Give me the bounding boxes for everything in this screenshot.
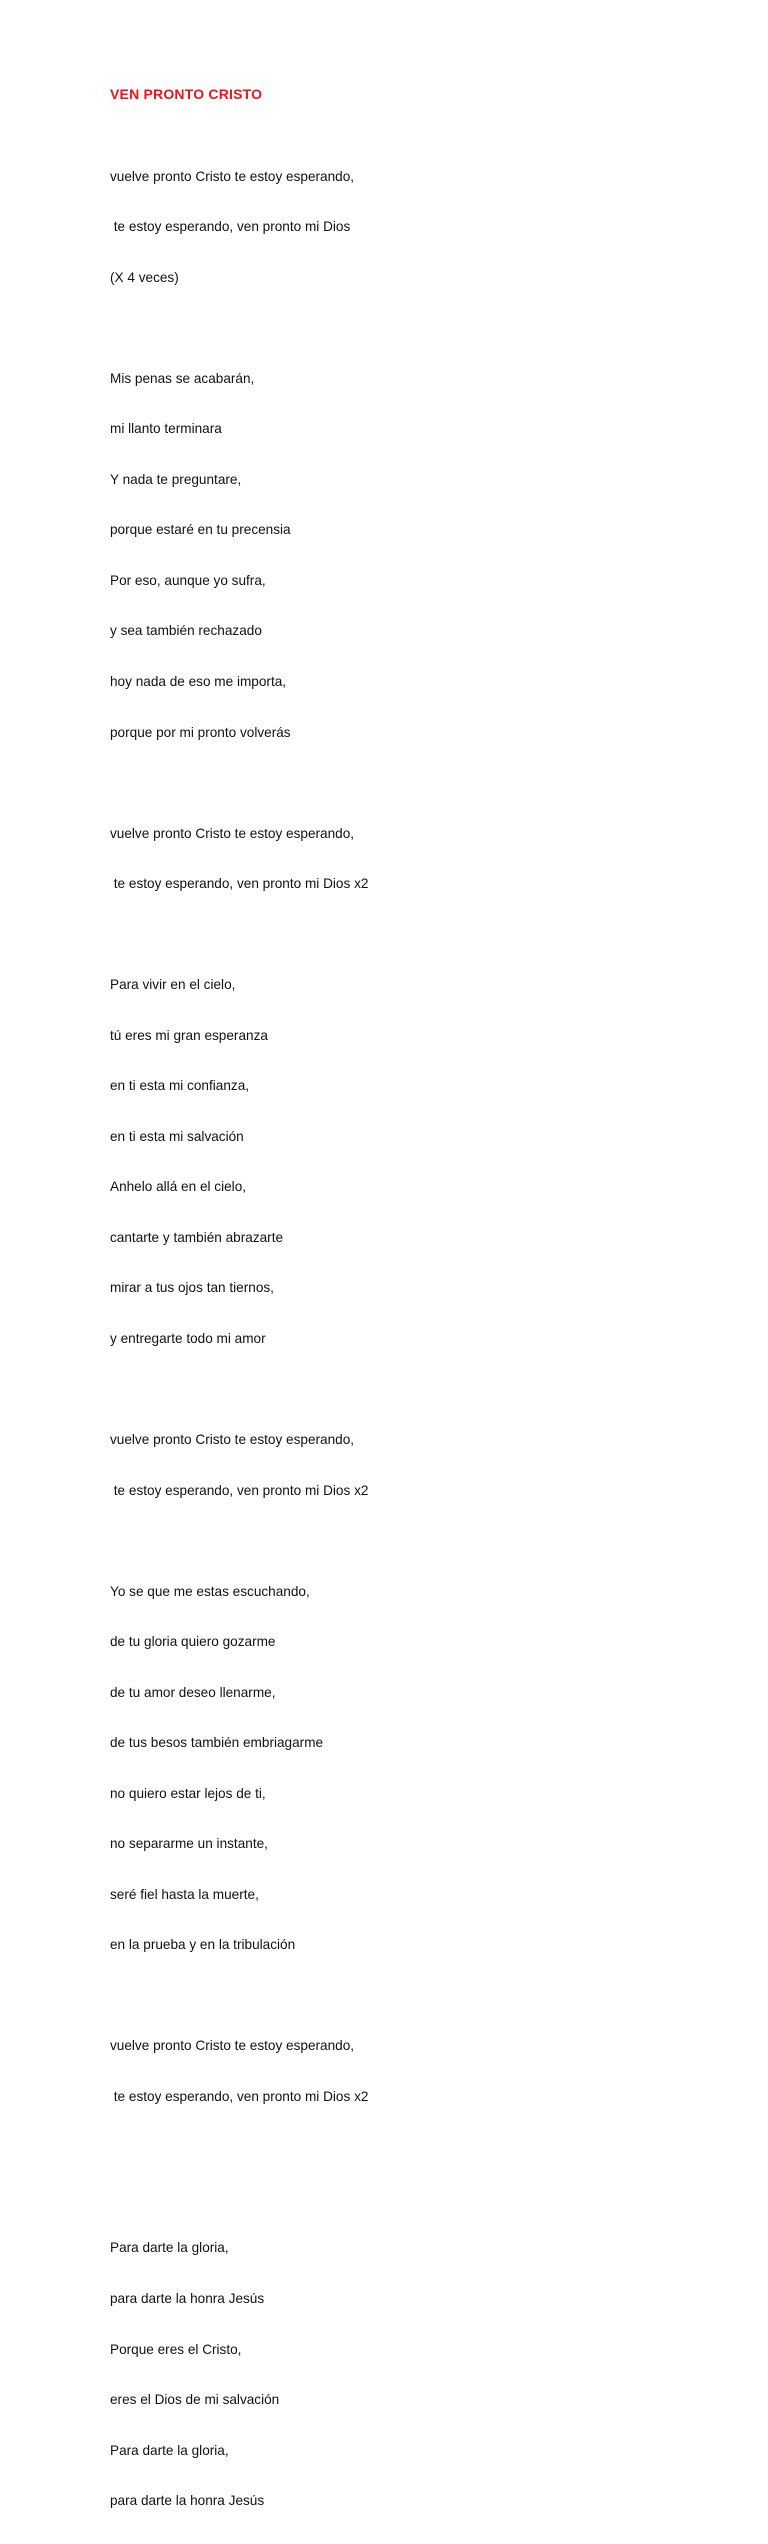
lyric-line: tú eres mi gran esperanza — [110, 1027, 268, 1043]
lyric-line: hoy nada de eso me importa, — [110, 674, 287, 689]
lyric-line: cantarte y también abrazarte — [110, 1229, 284, 1245]
lyric-line: porque estaré en tu precensia — [110, 522, 291, 538]
lyric-line: y sea también rechazado — [110, 623, 262, 639]
lyric-line: porque por mi pronto volverás — [110, 724, 291, 740]
lyric-line — [110, 2139, 368, 2156]
lyric-line: Para darte la gloria, — [110, 2240, 229, 2256]
lyric-line: en ti esta mi confianza, — [110, 1078, 250, 1094]
lyric-line: eres el Dios de mi salvación — [110, 2392, 280, 2408]
lyric-line: vuelve pronto Cristo te estoy esperando, — [110, 1431, 355, 1447]
lyric-line: Mis penas se acabarán, — [110, 370, 255, 386]
lyric-line: no quiero estar lejos de ti, — [110, 1785, 266, 1801]
lyric-line: Anhelo allá en el cielo, — [110, 1179, 247, 1195]
lyric-line — [110, 2190, 368, 2207]
lyric-line: en ti esta mi salvación — [110, 1128, 244, 1144]
lyric-line: Para darte la gloria, — [110, 2442, 229, 2458]
lyric-line — [110, 775, 368, 792]
lyric-line: Yo se que me estas escuchando, — [110, 1583, 310, 1599]
song-title: VEN PRONTO CRISTO — [110, 86, 263, 102]
lyric-line: Por eso, aunque yo sufra, — [110, 572, 266, 588]
lyric-line: mi llanto terminara — [110, 421, 222, 437]
lyric-line — [110, 1381, 368, 1398]
lyric-line: te estoy esperando, ven pronto mi Dios x2 — [110, 2088, 369, 2104]
lyric-line: vuelve pronto Cristo te estoy esperando, — [110, 168, 355, 184]
lyric-line: (X 4 veces) — [110, 269, 179, 285]
lyric-line — [110, 927, 368, 944]
lyric-line: mirar a tus ojos tan tiernos, — [110, 1280, 274, 1296]
lyric-line: vuelve pronto Cristo te estoy esperando, — [110, 2038, 355, 2054]
lyric-line: de tu gloria quiero gozarme — [110, 1634, 276, 1650]
lyric-line: Y nada te preguntare, — [110, 471, 242, 487]
lyric-line: te estoy esperando, ven pronto mi Dios x2 — [110, 876, 369, 892]
lyric-line: no separarme un instante, — [110, 1836, 268, 1852]
song-lyrics — [110, 135, 368, 2544]
lyric-line: seré fiel hasta la muerte, — [110, 1886, 259, 1902]
lyric-line — [110, 320, 368, 337]
lyric-line: de tus besos también embriagarme — [110, 1735, 324, 1751]
lyric-line: Porque eres el Cristo, — [110, 2341, 242, 2357]
lyric-line — [110, 1988, 368, 2005]
lyric-line: Para vivir en el cielo, — [110, 977, 236, 993]
lyric-line: vuelve pronto Cristo te estoy esperando, — [110, 825, 355, 841]
lyric-line: de tu amor deseo llenarme, — [110, 1684, 276, 1700]
lyric-line: y entregarte todo mi amor — [110, 1330, 266, 1346]
lyric-line: te estoy esperando, ven pronto mi Dios — [110, 219, 351, 235]
lyric-line: en la prueba y en la tribulación — [110, 1937, 296, 1953]
lyric-line: para darte la honra Jesús — [110, 2493, 265, 2509]
lyric-line — [110, 1533, 368, 1550]
lyric-line: para darte la honra Jesús — [110, 2291, 265, 2306]
lyric-line: te estoy esperando, ven pronto mi Dios x2 — [110, 1482, 369, 1498]
